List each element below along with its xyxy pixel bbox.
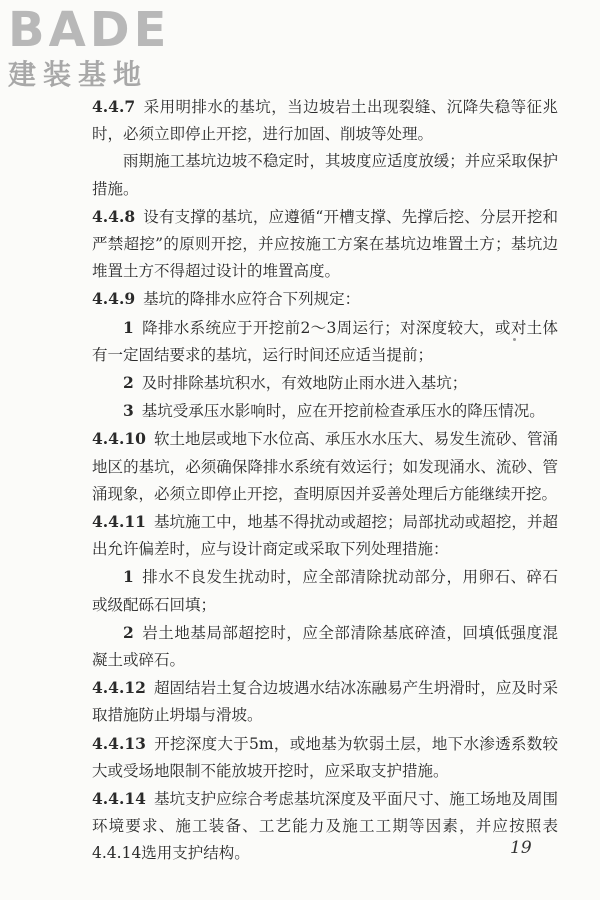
clause-4-4-7: 4.4.7 采用明排水的基坑，当边坡岩土出现裂缝、沉降失稳等征兆时，必须立即停止开挖，进行加固、削坡等处理。 [92,97,558,144]
clause-4-4-14: 4.4.14 基坑支护应综合考虑基坑深度及平面尺寸、施工场地及周围环境要求、施工装备、工艺能力及施工工期等因素，并应按照表4.4.14选用支护结构。 [92,789,558,863]
clause-4-4-12: 4.4.12 超固结岩土复合边坡遇水结冰冻融易产生坍滑时，应及时采取措施防止坍塌与滑坡。 [92,678,558,725]
scan-speck [513,338,516,341]
list-item: 1 排水不良发生扰动时，应全部清除扰动部分，用卵石、碎石或级配砾石回填； [92,567,558,614]
clause-note: 雨期施工基坑边坡不稳定时，其坡度应适度放缓；并应采取保护措施。 [92,152,558,198]
list-item: 2 岩土地基局部超挖时，应全部清除基底碎渣，回填低强度混凝土或碎石。 [92,622,558,670]
bade-logo [8,4,188,96]
list-item: 2 及时排除基坑积水，有效地防止雨水进入基坑； [123,373,468,393]
clause-4-4-9: 4.4.9 基坑的降排水应符合下列规定： [92,289,361,309]
list-item: 3 基坑受承压水影响时，应在开挖前检查承压水的降压情况。 [123,401,545,421]
clause-4-4-8: 4.4.8 设有支撑的基坑，应遵循“开槽支撑、先撑后挖、分层开挖和严禁超挖”的原则开挖，并应按施工方案在基坑边堆置土方；基坑边堆置土方不得超过设计的堆置高度。 [92,206,558,281]
clause-4-4-13: 4.4.13 开挖深度大于5m，或地基为软弱土层，地下水渗透系数较大或受场地限制不能放坡开挖时，应采取支护措施。 [92,733,558,780]
list-item: 1 降排水系统应于开挖前2～3周运行；对深度较大，或对土体有一定固结要求的基坑，运行时间还应适当提前； [92,317,558,364]
clause-4-4-10: 4.4.10 软土地层或地下水位高、承压水水压大、易发生流砂、管涌地区的基坑，必须确保降排水系统有效运行；如发现涌水、流砂、管涌现象，必须立即停止开挖，查明原因并妥善处理后方能继续开挖。 [92,429,558,503]
logo-subtitle: 建装基地 [8,58,149,91]
logo-brand: BADE [8,2,171,58]
page-number: 19 [510,838,532,858]
document-body [92,93,558,868]
clause-4-4-11: 4.4.11 基坑施工中，地基不得扰动或超挖；局部扰动或超挖，并超出允许偏差时，应与设计商定或采取下列处理措施： [92,512,558,559]
